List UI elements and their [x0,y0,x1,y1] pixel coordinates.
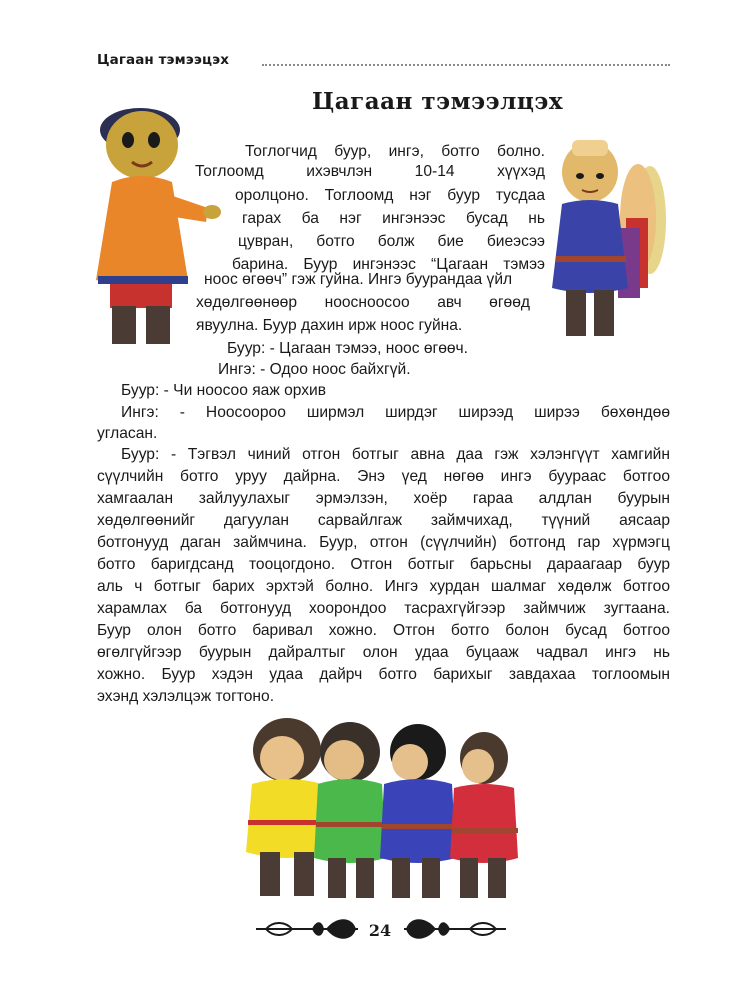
text-line: хөдөлгөөнөөр ноосноосоо авч өгөөд [196,294,530,311]
text-line: хожно. Буур хэдэн удаа дайрч ботго барихыг завдахаа тоглоомын [97,666,670,683]
text-line: хамгаалан зайлуулахыг эрмэлзэн, хоёр гараа алдлан буурын [97,490,670,507]
text-line: Тоглоомд ихэвчлэн 10-14 хүүхэд [195,163,545,180]
text-line: харамлах ба ботгонууд хоорондоо тасрахгүйгээр займчиж зугтаана. [97,600,670,617]
text-line: Буур: - Тэгвэл чиний отгон ботгыг авна даа гэж хэлэнгүүт хамгийн [121,446,670,463]
text-line: Буур: - Цагаан тэмээ, ноос өгөөч. [227,340,469,357]
text-line: ноос өгөөч” гэж гуйна. Ингэ буурандаа үйл [204,271,513,288]
page-title: Цагаан тэмээлцэх [312,88,564,115]
text-line: аль ч ботгыг барих эрхтэй болно. Ингэ хурдан шалмаг хөдөлж ботгоо [97,578,670,595]
text-line: ботго баригдсанд тооцогдоно. Отгон ботгыг барьсны дараагаар буур [97,556,670,573]
children-line-illustration [552,138,672,343]
text-line: Тоглогчид буур, ингэ, ботго болно. [245,143,545,160]
text-line: барина. Буур ингэнээс “Цагаан тэмээ [232,256,545,273]
text-line: хөдөлгөөнийг дагуулан сарвайлгаж займчихад, түүний аясаар [97,512,670,529]
text-line: цувран, ботго болж бие биеэсээ [238,233,545,250]
text-line: гарах ба нэг ингэнээс бусад нь [242,210,545,227]
running-head: Цагаан тэмээцэх [97,52,230,68]
children-playing-illustration [232,712,522,907]
left-ornament [252,914,362,944]
text-line: оролцоно. Тоглоомд нэг буур тусдаа [235,187,545,204]
text-line: Буур: - Чи ноосоо яаж орхив [121,382,327,399]
text-line: Буур олон ботго баривал хожно. Отгон ботго болон бусад ботгоо [97,622,670,639]
text-line: Ингэ: - Ноосоороо ширмэл ширдэг ширээд ширээ бөхөндөө [121,404,670,421]
text-line: эхэнд хэлэлцэж тогтоно. [97,688,275,705]
text-line: өгөлгүйгээр буурын дайралтыг олон удаа буцааж чадвал ингэ нь [97,644,670,661]
text-line: явуулна. Буур дахин ирж ноос гуйна. [196,317,463,334]
text-line: сүүлчийн ботго уруу дайрна. Энэ үед нөгөө ингэ буурaас ботгоо [97,468,670,485]
page-number: 24 [368,921,392,940]
text-line: Ингэ: - Одоо ноос байхгүй. [218,361,411,378]
header-rule [262,64,670,66]
text-line: угласан. [97,425,158,442]
text-line: ботгонууд даган займчина. Буур, отгон (сүүлчийн) ботгонд гар хүрмэгц [97,534,670,551]
right-ornament [400,914,510,944]
